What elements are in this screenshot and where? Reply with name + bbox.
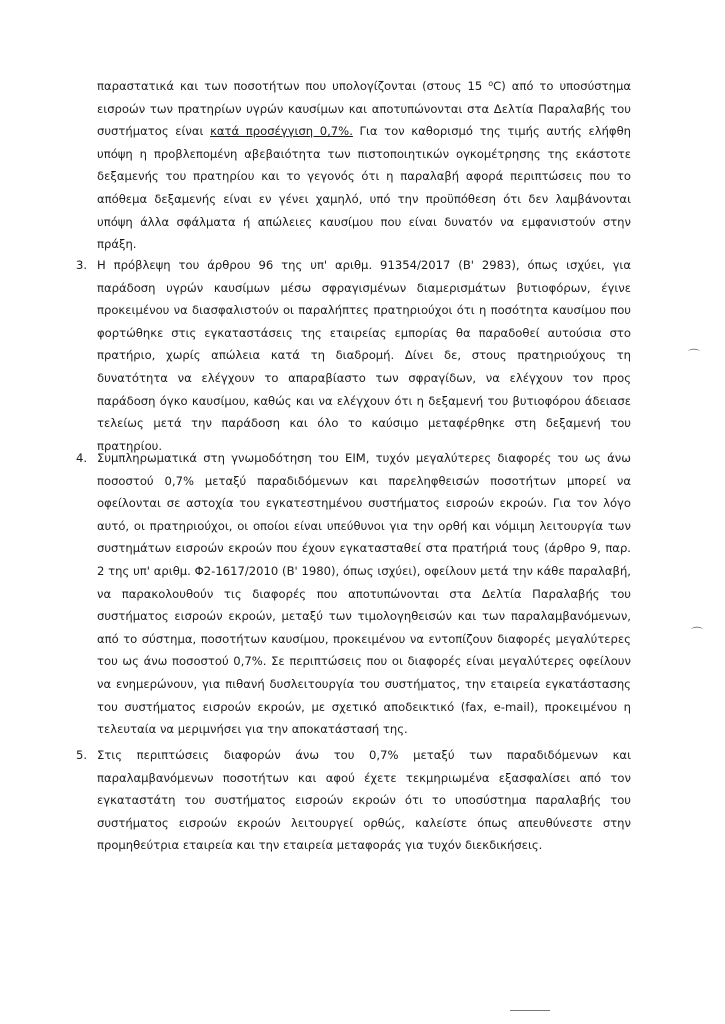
paragraph-item-4 xyxy=(97,447,631,741)
scan-speck xyxy=(510,1010,550,1011)
paragraph-item-5 xyxy=(97,744,631,857)
paragraph-item-3-text: Η πρόβλεψη του άρθρου 96 της υπ' αριθμ. 91354/2017 (Β' 2983), όπως ισχύει, για παράδοση υγρών καυσίμων μέσω σφραγισμένων διαμερισμάτων βυτιοφόρων, έγινε προκειμένου να διασφαλιστούν οι παραλήπτες πρατηριούχοι ότι η ποσότητα καυσίμου που φορτώθηκε στις εγκαταστάσεις της εταιρείας εμπορίας θα παραδοθεί αυτούσια στο πρατήριο, χωρίς απώλεια κατά τη διαδρομή. Δίνει δε, στους πρατηριούχους τη δυνατότητα να ελέγχουν το απαραβίαστο των σφραγίδων, να ελέγχουν τον προς παράδοση όγκο καυσίμου, καθώς και να ελέγχουν ότι η δεξαμενή του βυτιοφόρου άδειασε τελείως μετά την παράδοση και όλο το καύσιμο μεταφέρθηκε στη δεξαμενή του πρατηρίου. xyxy=(97,258,631,453)
paragraph-item-4-text: Συμπληρωματικά στη γνωμοδότηση του ΕΙΜ, τυχόν μεγαλύτερες διαφορές του ως άνω ποσοστού 0,7% μεταξύ παραδιδόμενων και παρεληφθεισών ποσοτήτων μπορεί να οφείλονται σε αστοχία του εγκατεστημένου συστήματος εισροών εκροών. Για τον λόγο αυτό, οι πρατηριούχοι, οι οποίοι είναι υπεύθυνοι για την ορθή και νόμιμη λειτουργία των συστημάτων εισροών εκροών που έχουν εγκατασταθεί στα πρατήριά τους (άρθρο 9, παρ. 2 της υπ' αριθμ. Φ2-1617/2010 (Β' 1980), όπως ισχύει), οφείλουν μετά την κάθε παραλαβή, να παρακολουθούν τις διαφορές που αποτυπώνονται στα Δελτία Παραλαβής του συστήματος εισροών εκροών, μεταξύ των τιμολογηθεισών και των παραλαμβανόμενων, από το σύστημα, ποσοτήτων καυσίμου, προκειμένου να εντοπίζουν διαφορές μεγαλύτερες του ως άνω ποσοστού 0,7%. Σε περιπτώσεις που οι διαφορές είναι μεγαλύτερες οφείλουν να ενημερώνουν, για πιθανή δυσλειτουργία του συστήματος, την εταιρεία εγκατάστασης του συστήματος εισροών εκροών, με σχετικό αποδεικτικό (fax, e-mail), προκειμένου η τελευταία να μεριμνήσει για την αποκατάστασή της. xyxy=(97,451,631,737)
paragraph-item-3 xyxy=(97,254,631,457)
item-number-4: 4. xyxy=(76,451,88,465)
underlined-phrase: κατά προσέγγιση 0,7%. xyxy=(210,124,353,139)
paragraph-intro-text: παραστατικά και των ποσοτήτων που υπολογίζονται (στους 15 $^o$C) από το υποσύστημα εισροών των πρατηρίων υγρών καυσίμων και αποτυπώνονται στα Δελτία Παραλαβής του συστήματος είναι κατά προσέγγιση 0,7%. Για τον καθορισμό της τιμής αυτής ελήφθη υπόψη η προβλεπομένη αβεβαιότητα των πιστοποιητικών ογκομέτρησης της εκάστοτε δεξαμενής του πρατηρίου και το γεγονός ότι η παραλαβή αφορά περιπτώσεις που το απόθεμα δεξαμενής είναι εν γένει χαμηλό, υπό την προϋπόθεση ότι δεν λαμβάνονται υπόψη άλλα σφάλματα ή απώλειες καυσίμου που είναι δυνατόν να εμφανιστούν στην πράξη. xyxy=(97,79,632,252)
degree-superscript: o xyxy=(488,79,494,88)
paragraph-intro xyxy=(97,73,631,256)
margin-tick-mark: ⌒ xyxy=(691,626,704,640)
margin-tick-mark: ⌒ xyxy=(688,348,701,362)
paragraph-item-5-text: Στις περιπτώσεις διαφορών άνω του 0,7% μεταξύ των παραδιδόμενων και παραλαμβανόμενων ποσοτήτων και αφού έχετε τεκμηριωμένα εξασφαλίσει από τον εγκαταστάτη του συστήματος εισροών εκροών ότι το υποσύστημα παραλαβής του συστήματος εισροών εκροών λειτουργεί ορθώς, καλείστε όπως απευθύνεστε στην προμηθεύτρια εταιρεία και την εταιρεία μεταφοράς για τυχόν διεκδικήσεις. xyxy=(97,748,631,853)
item-number-5: 5. xyxy=(76,748,88,762)
item-number-3: 3. xyxy=(76,258,88,272)
